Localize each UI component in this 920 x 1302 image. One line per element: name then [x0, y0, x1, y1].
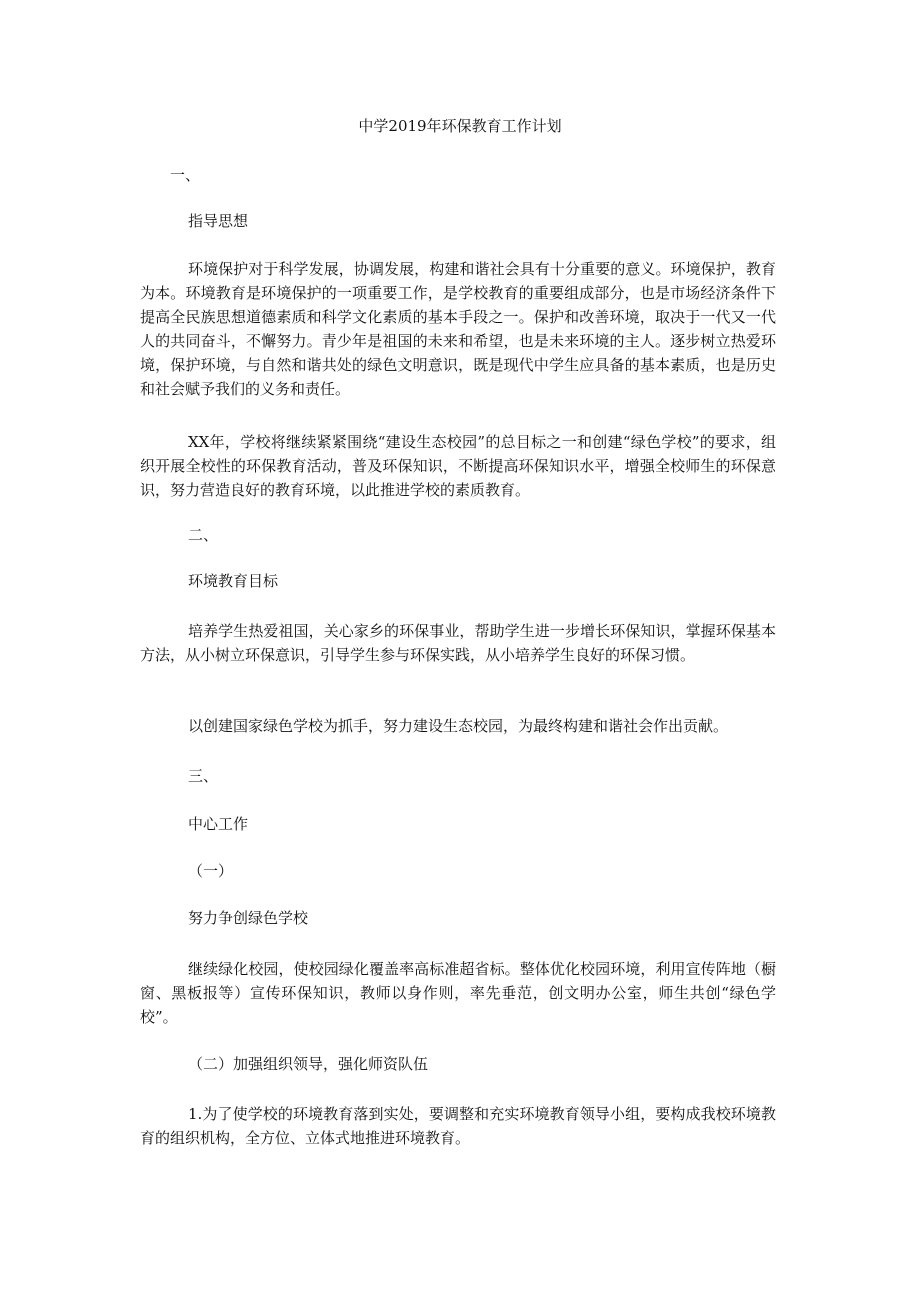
section-3-heading: 中心工作 [188, 815, 249, 833]
section-1-heading: 指导思想 [188, 212, 249, 230]
subsection-2-paragraph: 1.为了使学校的环境教育落到实处，要调整和充实环境教育领导小组，要构成我校环境教育的组织机构，全方位、立体式地推进环境教育。 [140, 1105, 776, 1147]
section-2-paragraph-2: 以创建国家绿色学校为抓手，努力建设生态校园，为最终构建和谐社会作出贡献。 [188, 717, 729, 735]
section-1-number: 一、 [170, 166, 201, 184]
document-title: 中学2019年环保教育工作计划 [358, 117, 562, 135]
subsection-2-heading: （二）加强组织领导，强化师资队伍 [188, 1055, 429, 1073]
subsection-1-number: （一） [188, 862, 234, 880]
section-2-paragraph-1: 培养学生热爱祖国，关心家乡的环保事业，帮助学生进一步增长环保知识，掌握环保基本方法，从小树立环保意识，引导学生参与环保实践，从小培养学生良好的环保习惯。 [140, 622, 776, 664]
section-1-paragraph-1: 环境保护对于科学发展，协调发展，构建和谐社会具有十分重要的意义。环境保护，教育为本。环境教育是环境保护的一项重要工作，是学校教育的重要组成部分，也是市场经济条件下提高全民族思想道德素质和科学文化素质的基本手段之一。保护和改善环境，取决于一代又一代人的共同奋斗，不懈努力。青少年是祖国的未来和希望，也是未来环境的主人。逐步树立热爱环境，保护环境，与自然和谐共处的绿色文明意识，既是现代中学生应具备的基本素质，也是历史和社会赋予我们的义务和责任。 [140, 260, 776, 398]
section-2-heading: 环境教育目标 [188, 572, 279, 590]
section-1-paragraph-2: XX年，学校将继续紧紧围绕“建设生态校园”的总目标之一和创建“绿色学校”的要求，组织开展全校性的环保教育活动，普及环保知识，不断提高环保知识水平，增强全校师生的环保意识，努力营造良好的教育环境，以此推进学校的素质教育。 [140, 433, 776, 499]
section-2-number: 二、 [188, 526, 219, 544]
section-3-number: 三、 [188, 767, 219, 785]
subsection-1-paragraph: 继续绿化校园，使校园绿化覆盖率高标准超省标。整体优化校园环境，利用宣传阵地（橱窗、黑板报等）宣传环保知识，教师以身作则，率先垂范，创文明办公室，师生共创“绿色学校”。 [140, 960, 776, 1026]
subsection-1-heading: 努力争创绿色学校 [188, 909, 309, 927]
